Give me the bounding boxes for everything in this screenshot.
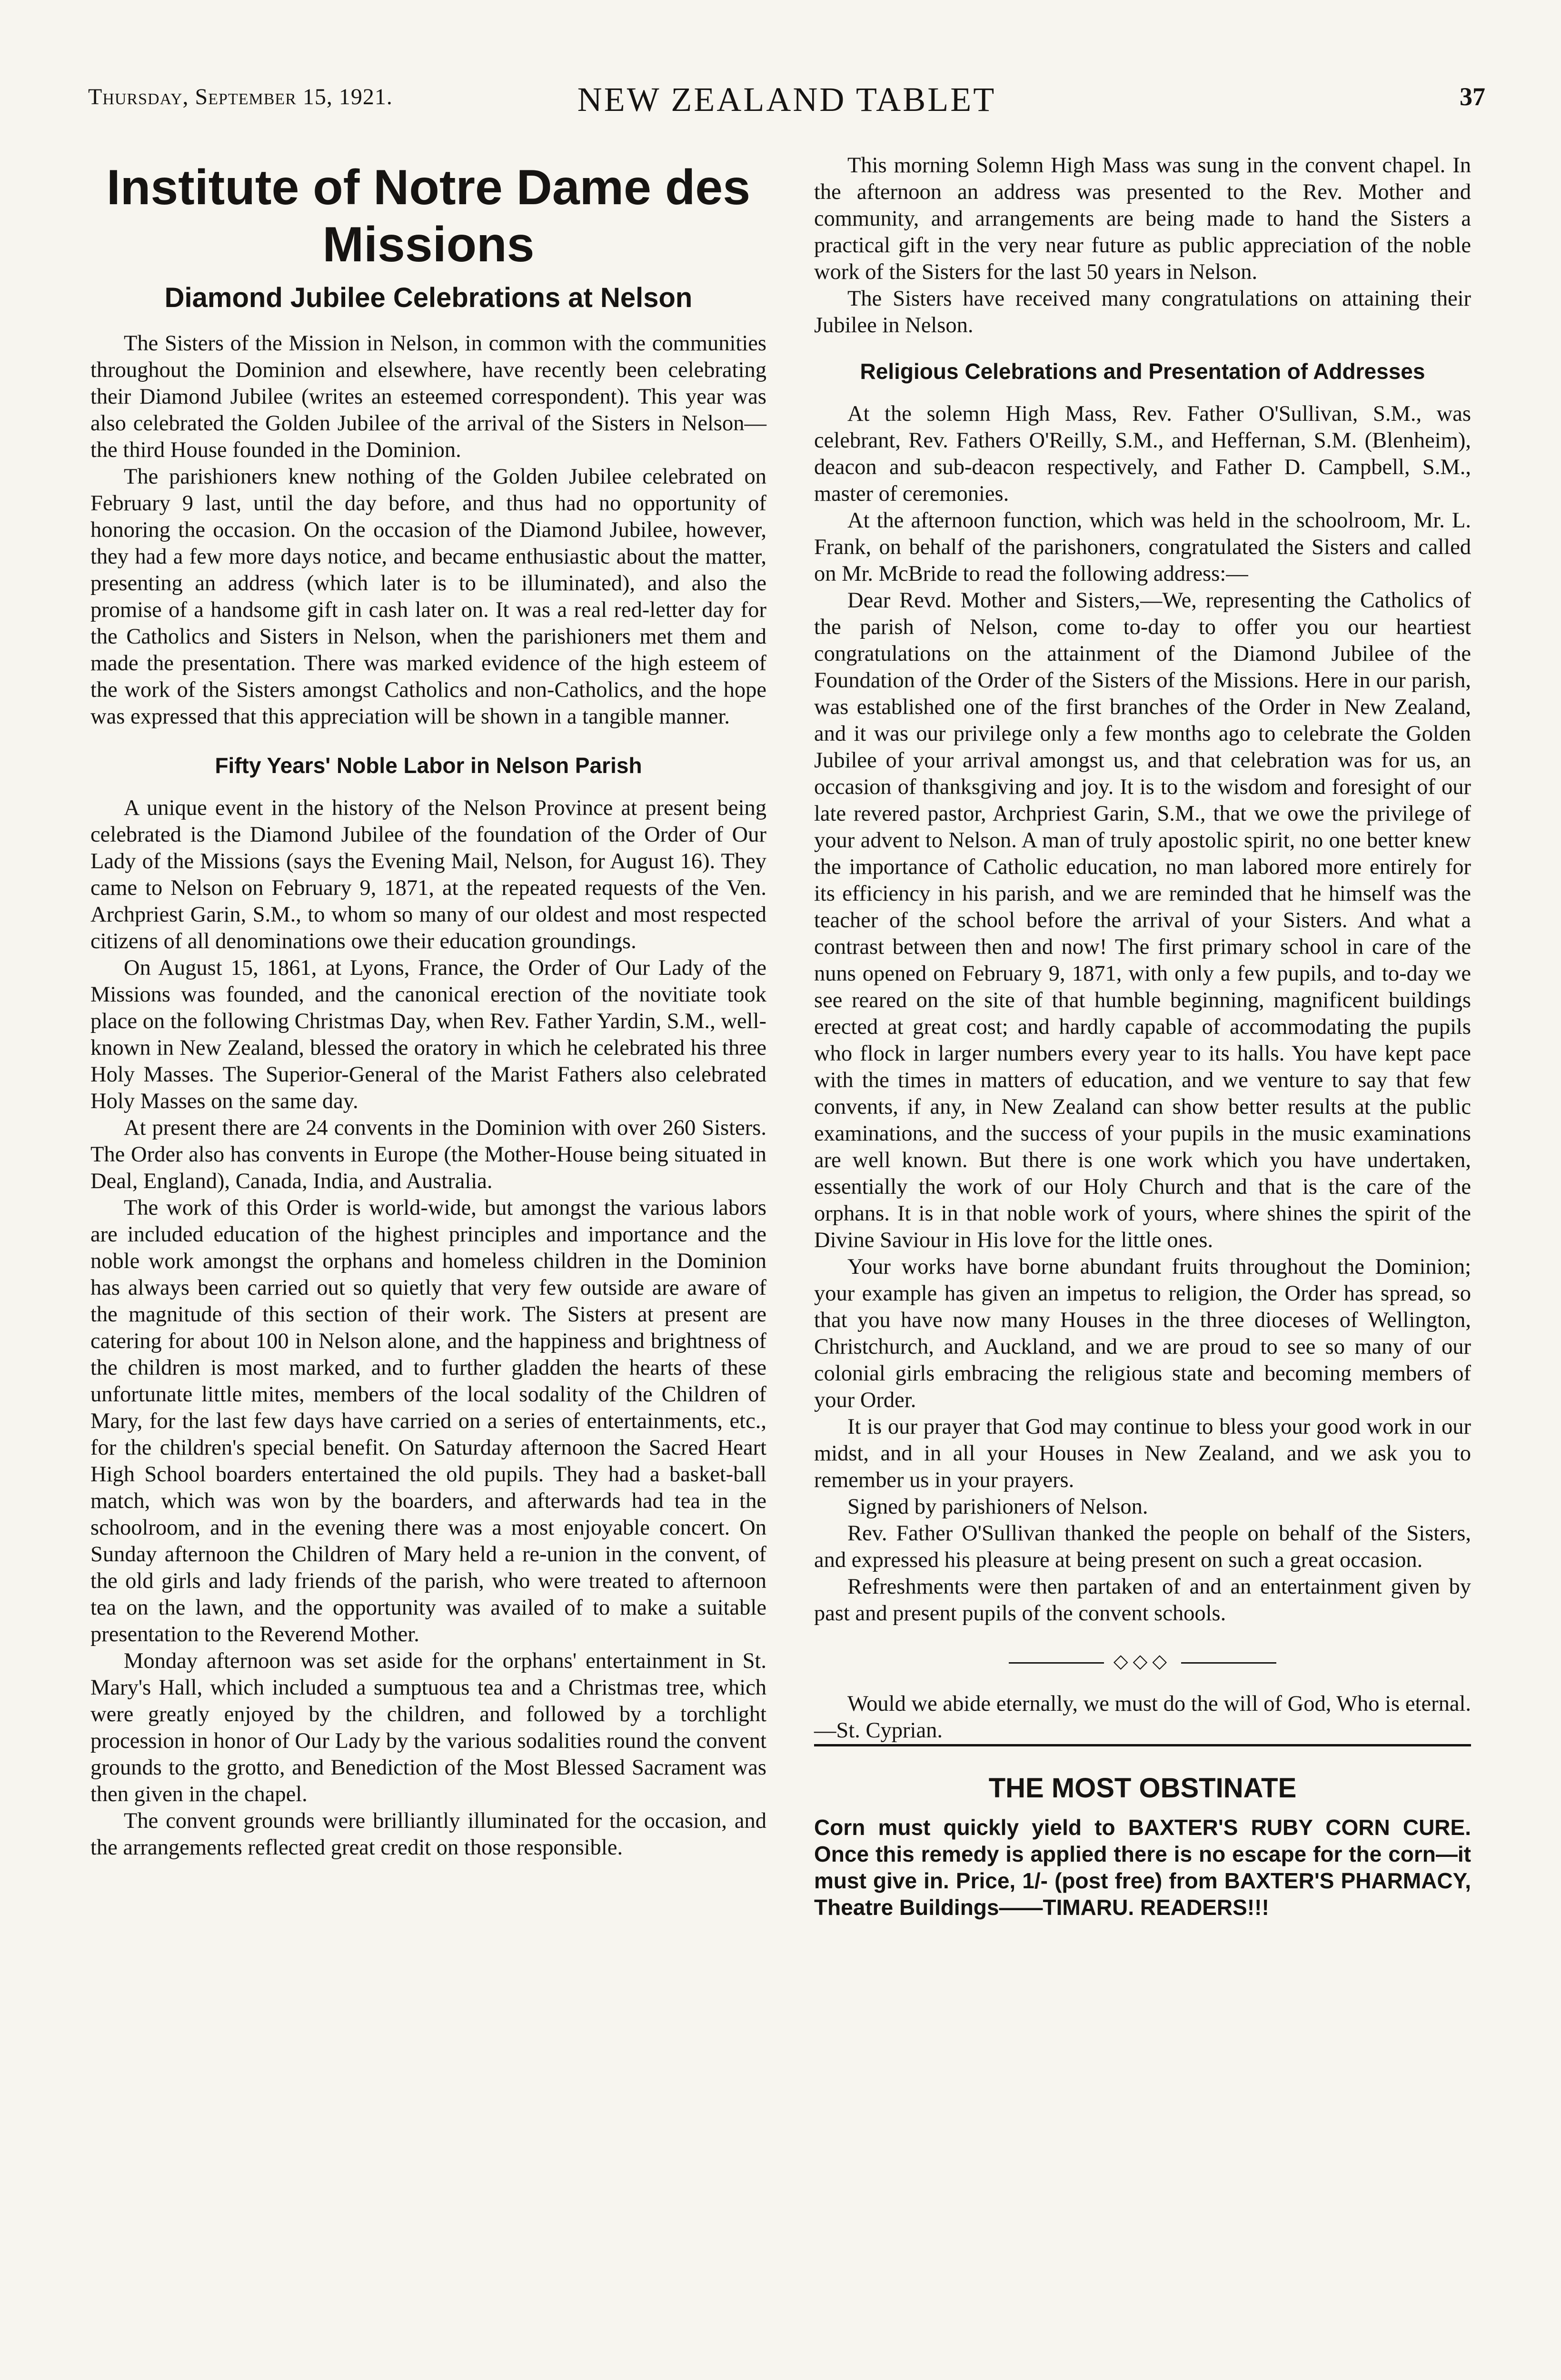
page-number: 37 [1460, 82, 1485, 111]
body-paragraph: On August 15, 1861, at Lyons, France, the Order of Our Lady of the Missions was founded, and the canonical erection of the novitiate took place on the following Christmas Day, when Rev. Father Yardin, S.M., well-known in New Zealand, blessed the oratory in which he celebrated his three Holy Masses. The Superior-General of the Marist Fathers also celebrated Holy Masses on the same day. [90, 956, 766, 1113]
signature-line: Signed by parishioners of Nelson. [847, 1495, 1148, 1519]
body-paragraph: Rev. Father O'Sullivan thanked the people on behalf of the Sisters, and expressed his pleasure at being present on such a great occasion. [814, 1521, 1471, 1572]
advert-body: Corn must quickly yield to BAXTER'S RUBY CORN CURE. Once this remedy is applied there is no escape for the corn—it must give in. Price, 1/- (post free) from BAXTER'S PHARMACY, Theatre Buildings——TIMARU. READERS!!! [814, 1815, 1471, 1920]
issue-date: Thursday, September 15, 1921. [88, 84, 393, 109]
intro-paragraph: The Sisters of the Mission in Nelson, in common with the communities throughout the Dominion and elsewhere, have recently been celebrating their Diamond Jubilee (writes an esteemed correspondent). This year was also celebrated the Golden Jubilee of the arrival of the Sisters in Nelson—the third House founded in the Dominion. [90, 331, 766, 462]
body-paragraph: At the solemn High Mass, Rev. Father O'Sullivan, S.M., was celebrant, Rev. Fathers O'Reilly, S.M., and Heffernan, S.M. (Blenheim), deacon and sub-deacon respectively, and Father D. Campbell, S.M., master of ceremonies. [814, 402, 1471, 506]
right-column [814, 152, 1471, 1921]
section-rule [814, 1744, 1471, 1746]
article-title: Institute of Notre Dame des Missions [106, 160, 751, 272]
left-column [90, 152, 766, 1861]
body-paragraph: This morning Solemn High Mass was sung in the convent chapel. In the afternoon an address was presented to the Rev. Mother and community, and arrangements are being made to hand the Sisters a practical gift in the very near future as public appreciation of the noble work of the Sisters for the last 50 years in Nelson. [814, 153, 1471, 284]
quote-cyprian: Would we abide eternally, we must do the will of God, Who is eternal.—St. Cyprian. [814, 1692, 1471, 1743]
publication-title: NEW ZEALAND TABLET [577, 80, 996, 119]
masthead [88, 80, 1485, 118]
advert-heading: THE MOST OBSTINATE [988, 1773, 1297, 1804]
article-subtitle: Diamond Jubilee Celebrations at Nelson [164, 282, 693, 313]
address-paragraph: Dear Revd. Mother and Sisters,—We, representing the Catholics of the parish of Nelson, come to-day to offer you our heartiest congratulations on the attainment of the Diamond Jubilee of the Foundation of the Order of the Sisters of the Missions. Here in our parish, was established one of the first branches of the Order in New Zealand, and it was our privilege only a few months ago to celebrate the Golden Jubilee of your arrival amongst us, and that celebration was for us, an occasion of thanksgiving and joy. It is to the wisdom and foresight of our late revered pastor, Archpriest Garin, S.M., that we owe the privilege of your advent to Nelson. A man of truly apostolic spirit, no one better knew the importance of Catholic education, no man labored more entirely for its efficiency in his parish, and we are reminded that he himself was the teacher of the school before the arrival of your Sisters. And what a contrast between then and now! The first primary school in care of the nuns opened on February 9, 1871, with only a few pupils, and to-day we see reared on the site of that humble beginning, magnificent buildings erected at great cost; and hardly capable of accommodating the pupils who flock in larger numbers every year to its halls. You have kept pace with the times in matters of education, and we venture to say that few convents, if any, in New Zealand can show better results at the public examinations, and the success of your pupils in the music examinations are well known. But there is one work which you have undertaken, essentially the work of our Holy Church and that is the care of the orphans. It is in that noble work of yours, where shines the spirit of the Divine Saviour in His love for the little ones. [814, 588, 1471, 1252]
ornament-divider: ◇◇◇ [814, 1648, 1471, 1675]
intro-paragraph: The parishioners knew nothing of the Golden Jubilee celebrated on February 9 last, until the day before, and thus had no opportunity of honoring the occasion. On the occasion of the Diamond Jubilee, however, they had a few more days notice, and became enthusiastic about the matter, presenting an address (which later is to be illuminated), and also the promise of a handsome gift in cash later on. It was a real red-letter day for the Catholics and Sisters in Nelson, when the parishioners met them and made the presentation. There was marked evidence of the high esteem of the work of the Sisters amongst Catholics and non-Catholics, and the hope was expressed that this appreciation will be shown in a tangible manner. [90, 465, 766, 729]
address-paragraph: Your works have borne abundant fruits throughout the Dominion; your example has given an impetus to religion, the Order has spread, so that you have now many Houses in the three dioceses of Wellington, Christchurch, and Auckland, and we are proud to see so many of our colonial girls embracing the religious state and becoming members of your Order. [814, 1255, 1471, 1412]
section-heading-addresses: Religious Celebrations and Presentation of Addresses [860, 359, 1425, 384]
body-paragraph: At present there are 24 convents in the Dominion with over 260 Sisters. The Order also has convents in Europe (the Mother-House being situated in Deal, England), Canada, India, and Australia. [90, 1116, 766, 1193]
section-heading-nelson-parish: Fifty Years' Noble Labor in Nelson Parish [215, 753, 642, 778]
address-paragraph: It is our prayer that God may continue to bless your good work in our midst, and in all your Houses in New Zealand, and we ask you to remember us in your prayers. [814, 1415, 1471, 1492]
body-paragraph: At the afternoon function, which was held in the schoolroom, Mr. L. Frank, on behalf of the parishoners, congratulated the Sisters and called on Mr. McBride to read the following address:— [814, 508, 1471, 586]
body-paragraph: Refreshments were then partaken of and an entertainment given by past and present pupils of the convent schools. [814, 1575, 1471, 1626]
body-paragraph: A unique event in the history of the Nelson Province at present being celebrated is the Diamond Jubilee of the foundation of the Order of Our Lady of the Missions (says the Evening Mail, Nelson, for August 16). They came to Nelson on February 9, 1871, at the repeated requests of the Ven. Archpriest Garin, S.M., to whom so many of our oldest and most respected citizens of all denominations owe their education groundings. [90, 796, 766, 953]
body-paragraph: The convent grounds were brilliantly illuminated for the occasion, and the arrangements reflected great credit on those responsible. [90, 1809, 766, 1860]
body-paragraph: The work of this Order is world-wide, but amongst the various labors are included education of the highest principles and importance and the noble work amongst the orphans and homeless children in the Dominion has always been carried out so quietly that very few outside are aware of the magnitude of this section of their work. The Sisters at present are catering for about 100 in Nelson alone, and the happiness and brightness of the children is most marked, and to further gladden the hearts of these unfortunate little mites, members of the local sodality of the Children of Mary, for the last few days have carried on a series of entertainments, etc., for the children's special benefit. On Saturday afternoon the Sacred Heart High School boarders entertained the old pupils. They had a basket-ball match, which was won by the boarders, and afterwards had tea in the schoolroom, and in the evening there was a most enjoyable concert. On Sunday afternoon the Children of Mary held a re-union in the convent, of the old girls and lady friends of the parish, who were treated to afternoon tea on the lawn, and the opportunity was availed of to make a suitable presentation to the Reverend Mother. [90, 1196, 766, 1646]
body-paragraph: The Sisters have received many congratulations on attaining their Jubilee in Nelson. [814, 287, 1471, 337]
body-paragraph: Monday afternoon was set aside for the orphans' entertainment in St. Mary's Hall, which included a sumptuous tea and a Christmas tree, which were greatly enjoyed by the children, and followed by a torchlight procession in honor of Our Lady by the various sodalities round the convent grounds to the grotto, and Benediction of the Most Blessed Sacrament was then given in the chapel. [90, 1649, 766, 1806]
